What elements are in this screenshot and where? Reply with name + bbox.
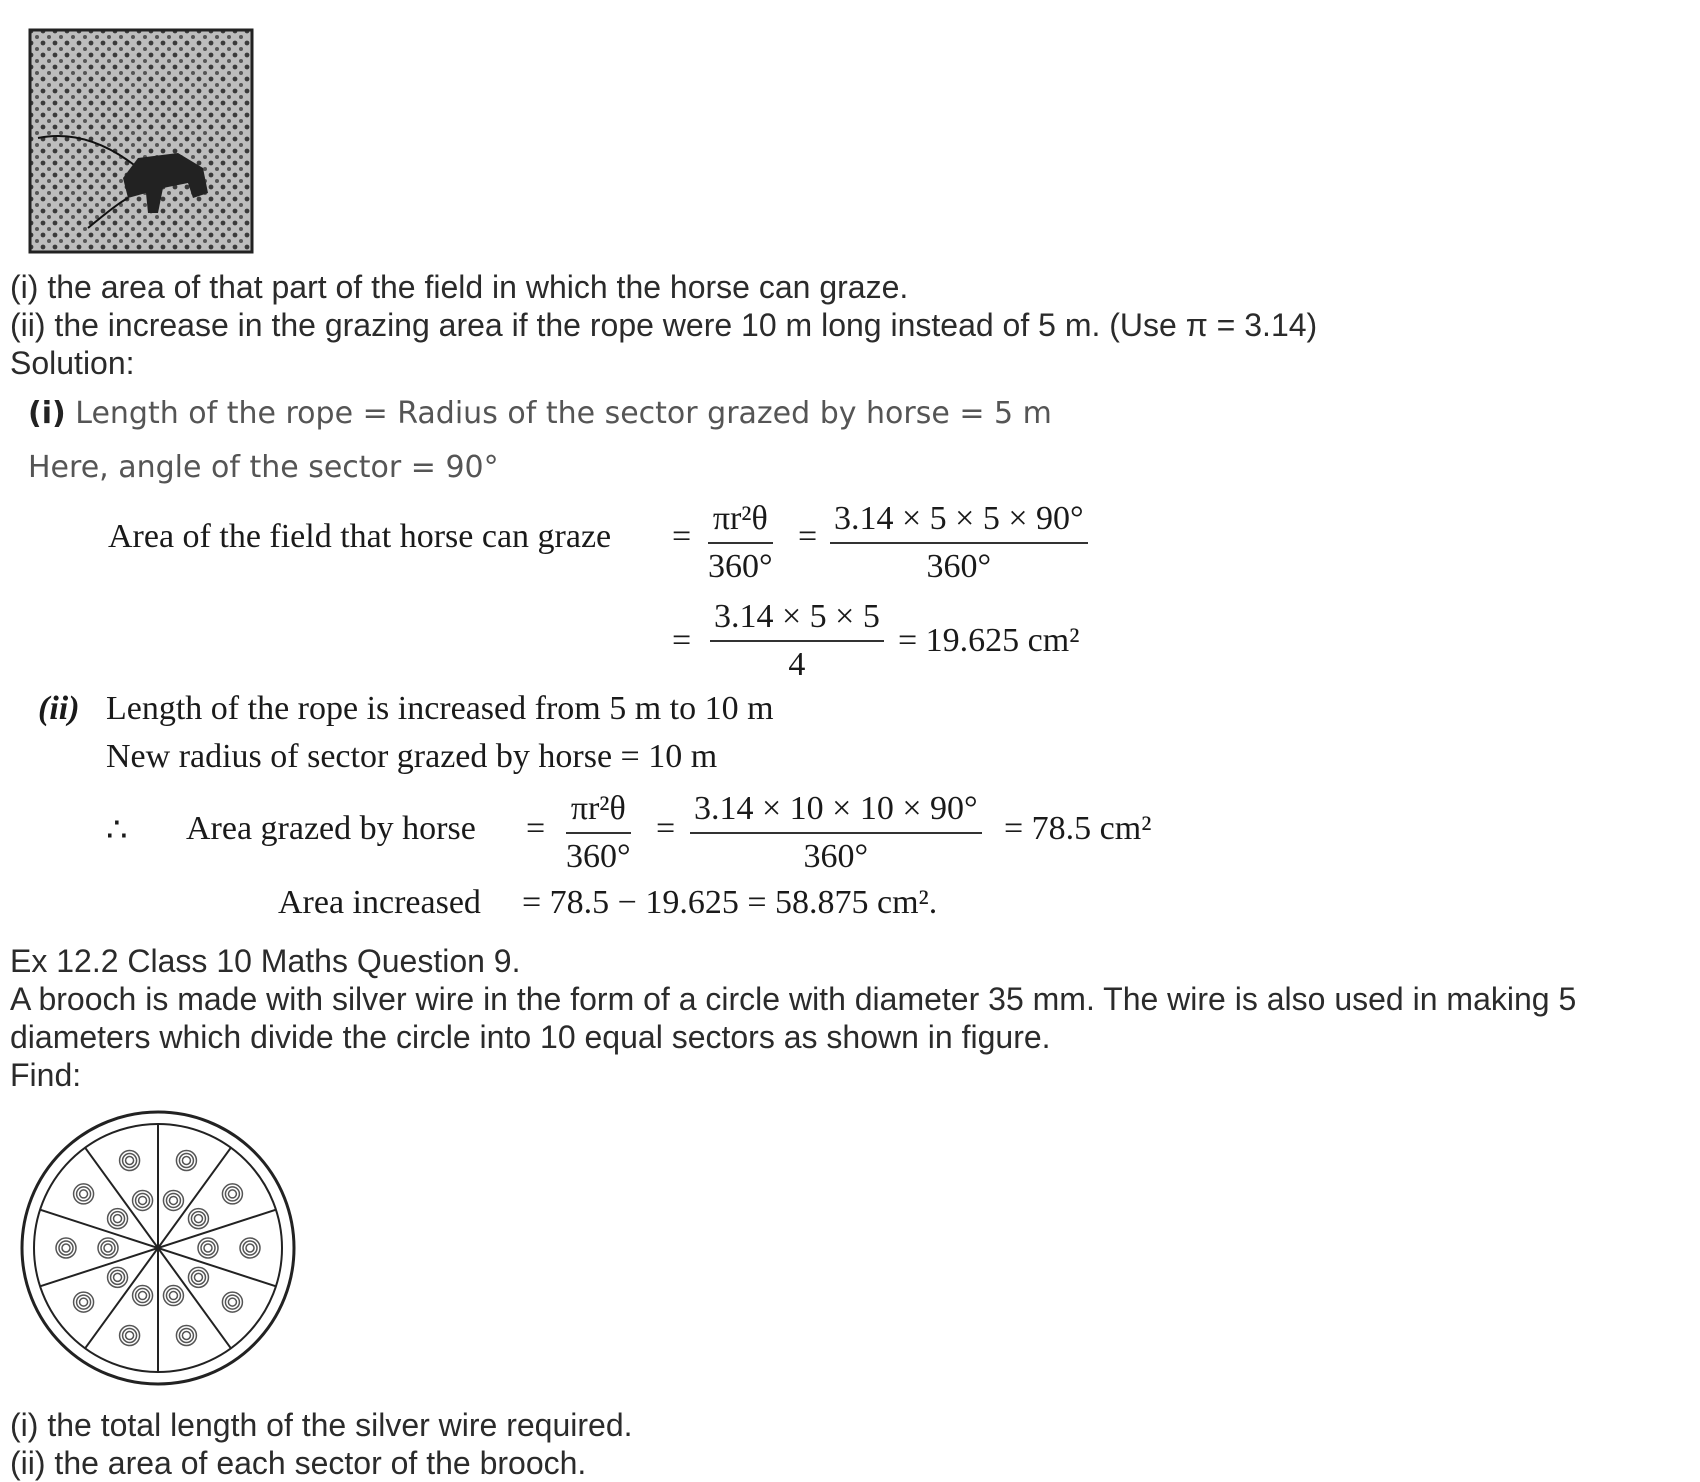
- q9-text-line2: diameters which divide the circle into 10 equal sectors as shown in figure.: [10, 1019, 1051, 1055]
- step-ii-label: (ii): [38, 690, 80, 727]
- fraction-1-num: πr²θ: [712, 500, 768, 537]
- eq-5: =: [656, 810, 676, 847]
- new-radius-text: New radius of sector grazed by horse = 10 m: [106, 738, 718, 775]
- q9-text-line1: A brooch is made with silver wire in the form of a circle with diameter 35 mm. The wire is also used in making 5: [10, 981, 1577, 1017]
- therefore-symbol: ∴: [106, 812, 128, 849]
- step-i-label: (i): [28, 396, 66, 431]
- fraction-1-den: 360°: [708, 548, 773, 585]
- result-1: = 19.625 cm²: [898, 622, 1080, 659]
- q8-part-i: (i) the area of that part of the field in which the horse can graze.: [10, 269, 909, 305]
- q9-part-i: (i) the total length of the silver wire required.: [10, 1407, 633, 1443]
- q9-title: Ex 12.2 Class 10 Maths Question 9.: [10, 943, 521, 979]
- eq-1: =: [672, 518, 692, 555]
- fraction-2-num: 3.14 × 5 × 5 × 90°: [834, 500, 1084, 537]
- eq-4: =: [526, 810, 546, 847]
- solution-label: Solution:: [10, 345, 135, 381]
- fraction-5: [690, 790, 982, 876]
- find-label: Find:: [10, 1057, 82, 1093]
- fraction-5-den: 360°: [803, 838, 869, 875]
- fraction-5-num: 3.14 × 10 × 10 × 90°: [694, 790, 978, 827]
- fraction-3: [710, 598, 884, 684]
- fraction-1: [708, 500, 773, 586]
- result-2: = 78.5 cm²: [1004, 810, 1152, 847]
- fraction-3-num: 3.14 × 5 × 5: [714, 598, 880, 635]
- field-horse-figure: [28, 28, 254, 254]
- q8-part-ii: (ii) the increase in the grazing area if the rope were 10 m long instead of 5 m. (Use π = 3.14): [10, 307, 1318, 343]
- angle-text: Here, angle of the sector = 90°: [28, 450, 499, 485]
- eq-3: =: [672, 622, 692, 659]
- fraction-2: [830, 500, 1088, 586]
- step-i-line: [28, 396, 1052, 431]
- step-ii-text: Length of the rope is increased from 5 m to 10 m: [106, 690, 774, 727]
- brooch-figure: [18, 1108, 298, 1388]
- fraction-3-den: 4: [788, 646, 806, 683]
- fraction-4-num: πr²θ: [570, 790, 626, 827]
- step-i-text: Length of the rope = Radius of the sector grazed by horse = 5 m: [75, 396, 1052, 431]
- eq-2: =: [798, 518, 818, 555]
- q9-part-ii: (ii) the area of each sector of the brooch.: [10, 1445, 587, 1481]
- fraction-4-den: 360°: [566, 838, 631, 875]
- area-label: Area of the field that horse can graze: [108, 518, 612, 555]
- increase-label: Area increased: [278, 884, 481, 921]
- grazed-label: Area grazed by horse: [186, 810, 476, 847]
- fraction-4: [566, 790, 631, 876]
- fraction-2-den: 360°: [926, 548, 992, 585]
- increase-calc: = 78.5 − 19.625 = 58.875 cm².: [522, 884, 938, 921]
